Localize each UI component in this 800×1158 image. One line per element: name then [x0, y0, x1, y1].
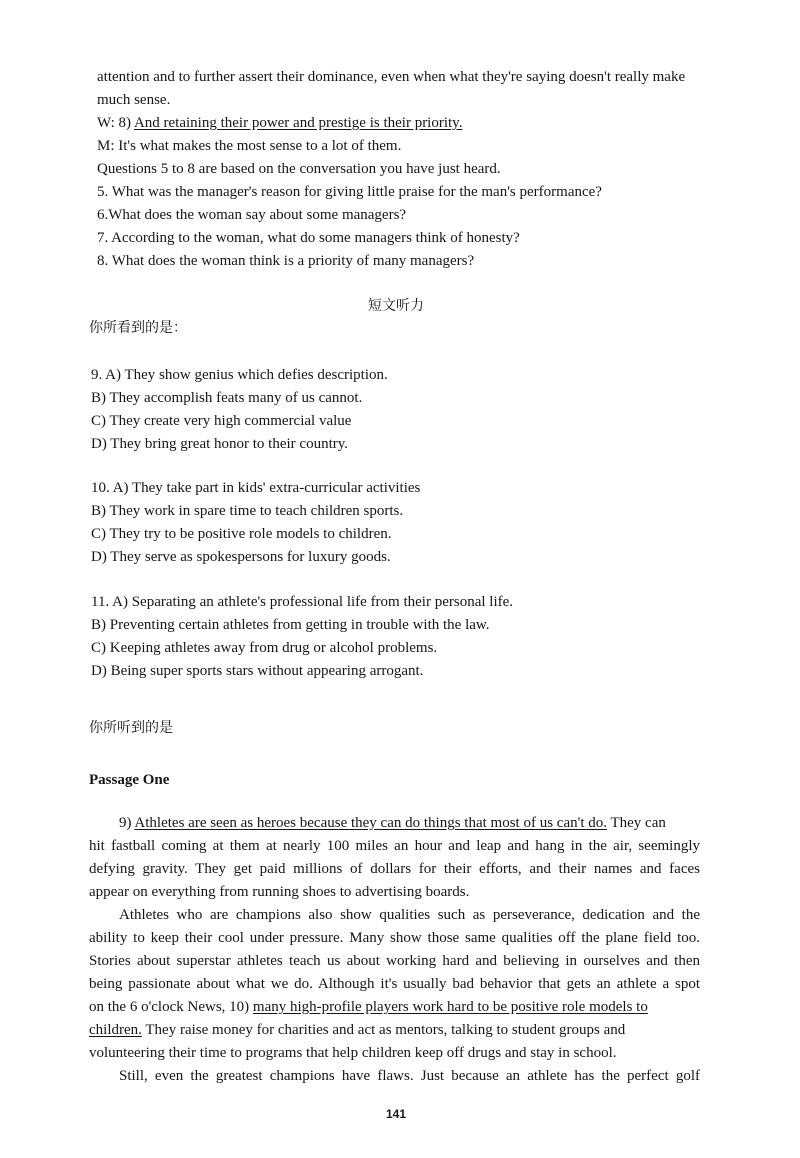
- option-11-b: B) Preventing certain athletes from getting in trouble with the law.: [91, 617, 490, 633]
- question-6: 6.What does the woman say about some managers?: [97, 207, 407, 223]
- option-10-c: C) They try to be positive role models to children.: [91, 526, 392, 542]
- option-9-a: 9. A) They show genius which defies description.: [91, 367, 388, 383]
- section-title: 短文听力: [368, 298, 424, 314]
- passage-line: being passionate about what we do. Although it's usually bad behavior that gets an athlete a spot: [89, 976, 700, 992]
- option-10-d: D) They serve as spokespersons for luxury goods.: [91, 549, 391, 565]
- passage-line: 9) Athletes are seen as heroes because they can do things that most of us can't do. They can: [119, 815, 666, 831]
- underlined-answer: many high-profile players work hard to be positive role models to: [252, 999, 648, 1015]
- heard-label: 你所听到的是: [89, 720, 173, 736]
- dialogue-line: attention and to further assert their dominance, even when what they're saying doesn't really make: [97, 69, 686, 85]
- question-8: 8. What does the woman think is a priority of many managers?: [97, 253, 475, 269]
- speaker-label: W: 8): [97, 115, 134, 131]
- dialogue-line: much sense.: [97, 92, 171, 108]
- passage-line: Still, even the greatest champions have flaws. Just because an athlete has the perfect golf: [119, 1068, 700, 1084]
- dialogue-man-line: M: It's what makes the most sense to a lot of them.: [97, 138, 402, 154]
- passage-line: ability to keep their cool under pressure. Many show those same qualities off the plane field too.: [89, 930, 700, 946]
- page-number: 141: [386, 1107, 407, 1121]
- question-5: 5. What was the manager's reason for giving little praise for the man's performance?: [97, 184, 602, 200]
- passage-line: on the 6 o'clock News, 10) many high-profile players work hard to be positive role models to: [89, 999, 648, 1015]
- option-10-a: 10. A) They take part in kids' extra-curricular activities: [91, 480, 421, 496]
- option-9-c: C) They create very high commercial value: [91, 413, 352, 429]
- passage-line: hit fastball coming at them at nearly 100 miles an hour and leap and hang in the air, seemingly: [89, 838, 700, 854]
- passage-line: appear on everything from running shoes to advertising boards.: [89, 884, 470, 900]
- option-11-d: D) Being super sports stars without appearing arrogant.: [91, 663, 424, 679]
- option-9-b: B) They accomplish feats many of us cannot.: [91, 390, 363, 406]
- option-11-c: C) Keeping athletes away from drug or alcohol problems.: [91, 640, 438, 656]
- passage-line: Athletes who are champions also show qualities such as perseverance, dedication and the: [119, 907, 700, 923]
- option-11-a: 11. A) Separating an athlete's professional life from their personal life.: [91, 594, 514, 610]
- underlined-answer: Athletes are seen as heroes because they can do things that most of us can't do.: [134, 815, 607, 831]
- questions-intro: Questions 5 to 8 are based on the conversation you have just heard.: [97, 161, 501, 177]
- question-7: 7. According to the woman, what do some managers think of honesty?: [97, 230, 520, 246]
- underlined-answer: And retaining their power and prestige is their priority.: [133, 115, 463, 131]
- dialogue-woman-line: [97, 113, 462, 133]
- passage-line: children. They raise money for charities and act as mentors, talking to student groups and: [89, 1022, 626, 1038]
- passage-heading: Passage One: [89, 772, 170, 788]
- option-10-b: B) They work in spare time to teach children sports.: [91, 503, 404, 519]
- passage-line: defying gravity. They get paid millions of dollars for their efforts, and their names and faces: [89, 861, 700, 877]
- underlined-answer: children.: [89, 1022, 142, 1038]
- option-9-d: D) They bring great honor to their country.: [91, 436, 349, 452]
- passage-line: volunteering their time to programs that help children keep off drugs and stay in school.: [89, 1045, 617, 1061]
- seen-label: 你所看到的是：: [89, 320, 187, 336]
- passage-line: Stories about superstar athletes teach us about working hard and believing in ourselves and then: [89, 953, 700, 969]
